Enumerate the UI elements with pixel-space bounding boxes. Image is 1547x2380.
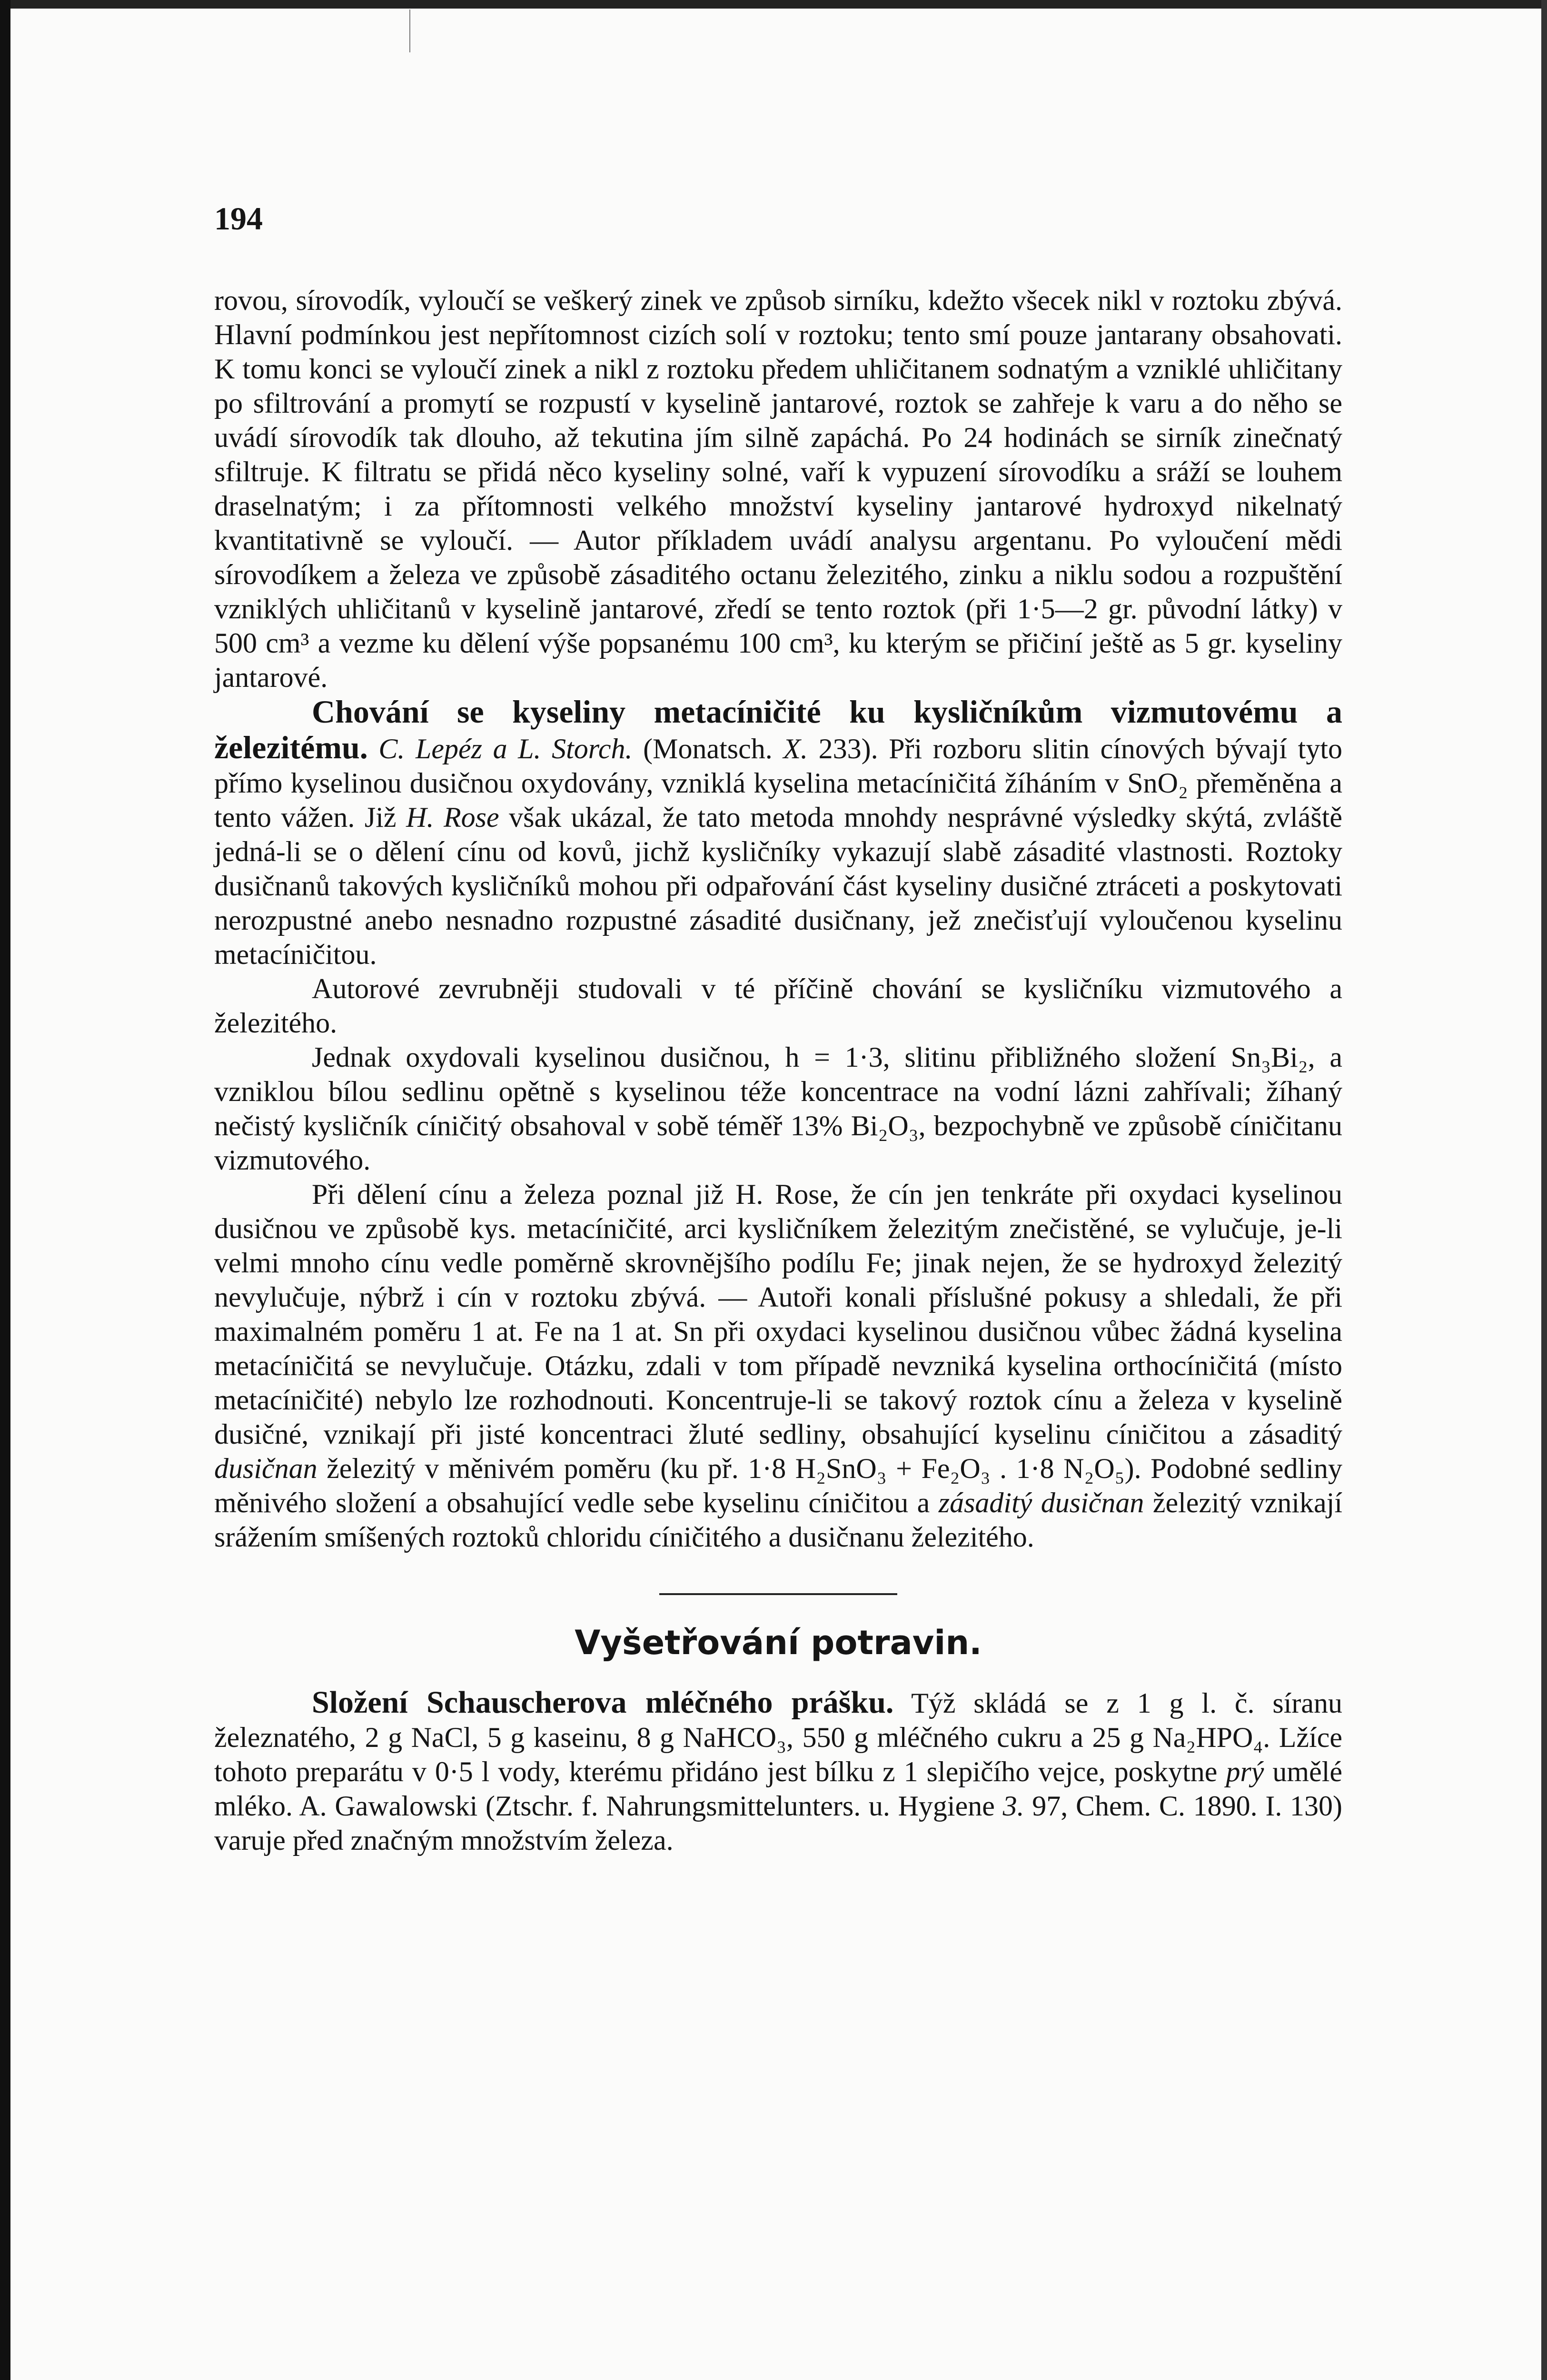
section-title: Vyšetřování potravin. bbox=[575, 1623, 982, 1662]
italic-term: prý bbox=[1226, 1756, 1264, 1787]
paragraph-text: 233). Při rozboru slitin cínových bývají tyto přímo kyselinou dusičnou oxydovány, vzniklá kyselina metacíničitá žíháním v SnO₂ přeměněna a tento vážen. Již bbox=[214, 733, 1343, 833]
scan-mark bbox=[409, 10, 410, 52]
paragraph-jednak: Jednak oxydovali kyselinou dusičnou, h = 1·3, slitinu přibližného složení Sn₃Bi₂, a vzniklou bílou sedlinu opětně s kyselinou téže koncentrace na vodní lázni zahřívali; žíhaný nečistý kysličník cíničitý obsahoval v sobě téměř 13% Bi₂O₃, bezpochybně ve způsobě cíničitanu vizmutového. bbox=[214, 1041, 1342, 1176]
paragraph-text: Týž skládá se z 1 g l. č. síranu železnatého, 2 g NaCl, 5 g kaseinu, 8 g NaHCO₃, 550 g mléčného cukru a 25 g Na₂HPO₄. Lžíce tohoto preparátu v 0·5 l vody, kterému přidáno jest bílku z 1 slepičího vejce, poskytne bbox=[214, 1687, 1343, 1787]
italic-term: dusičnan bbox=[214, 1453, 317, 1484]
scan-edge-top bbox=[10, 0, 1547, 9]
paragraph-argentan: rovou, sírovodík, vyloučí se veškerý zinek ve způsob sirníku, kdežto všecek nikl v roztoku zbývá. Hlavní podmínkou jest nepřítomnost cizích solí v roztoku; tento smí pouze jantarany obsahovati. K tomu konci se vyloučí zinek a nikl z roztoku předem uhličitanem sodnatým a vzniklé uhličitany po sfiltrování a promytí se rozpustí v kyselině jantarové, roztok se zahřeje k varu a do něho se uvádí sírovodík tak dlouho, až tekutina jím silně zapáchá. Po 24 hodinách se sirník zinečnatý sfiltruje. K filtratu se přidá něco kyseliny solné, vaří k vypuzení sírovodíku a sráží se louhem draselnatým; i za přítomnosti velkého množství kyseliny jantarové hydroxyd nikelnatý kvantitativně se vyloučí. — Autor příkladem uvádí analysu argentanu. Po vyloučení mědi sírovodíkem a železa ve způsobě zásaditého octanu železitého, zinku a niklu sodou a rozpuštění vzniklých uhličitanů v kyselině jantarové, zředí se tento roztok (při 1·5—2 gr. původní látky) v 500 cm³ a vezme ku dělení výše popsanému 100 cm³, ku kterým se přičiní ještě as 5 gr. kyseliny jantarové. bbox=[214, 285, 1342, 693]
paragraph-autorove: Autorové zevrubněji studovali v té příčině chování se kysličníku vizmutového a železitého. bbox=[214, 973, 1342, 1039]
section-divider bbox=[659, 1593, 897, 1595]
paragraph-slozeni bbox=[214, 1686, 1342, 1857]
citation-volume: X. bbox=[783, 733, 808, 764]
page-number: 194 bbox=[214, 200, 263, 237]
paragraph-text: umělé mléko. A. Gawalowski (Ztschr. f. Nahrungsmittelunters. u. Hygiene bbox=[214, 1756, 1343, 1822]
cited-name-rose: H. Rose bbox=[406, 802, 499, 833]
citation-volume: 3. bbox=[1002, 1790, 1024, 1822]
article-authors: C. Lepéz a L. Storch. bbox=[378, 733, 633, 764]
paragraph-text: železitý vznikají srážením smíšených roztoků chloridu cíničitého a dusičnanu železitého. bbox=[214, 1487, 1343, 1553]
paragraph-text: 97, Chem. C. 1890. I. 130) varuje před značným množstvím železa. bbox=[214, 1790, 1343, 1856]
italic-term: zásaditý dusičnan bbox=[938, 1487, 1144, 1518]
paragraph-deleni bbox=[214, 1177, 1342, 1554]
citation-journal: (Monatsch. bbox=[643, 733, 773, 764]
page-body bbox=[214, 283, 1342, 1857]
paragraph-text: však ukázal, že tato metoda mnohdy nesprávné výsledky skýtá, zvláště jedná-li se o dělení cínu od kovů, jichž kysličníky vykazují slabě zásadité vlastnosti. Roztoky dusičnanů takových kysličníků mohou při odpařování část kyseliny dusičné ztráceti a poskytovati nerozpustné anebo nesnadno rozpustné zásadité dusičnany, jež znečisťují vyloučenou kyselinu metacíničitou. bbox=[214, 802, 1343, 970]
article-heading-chovani: Chování se kyseliny metacíničité ku kysličníkům vizmutovému a železitému. bbox=[214, 694, 1342, 765]
paragraph-chovani bbox=[214, 694, 1342, 972]
scan-edge-left bbox=[0, 0, 10, 2380]
paragraph-text: Při dělení cínu a železa poznal již H. Rose, že cín jen tenkráte při oxydaci kyselinou dusičnou ve způsobě kys. metacíničité, arci kysličníkem železitým znečistěné, se vylučuje, je-li velmi mnoho cínu vedle poměrně skrovnějšího podílu Fe; jinak nejen, že se hydroxyd železitý nevylučuje, nýbrž i cín v roztoku zbývá. — Autoři konali příslušné pokusy a shledali, že při maximalném poměru 1 at. Fe na 1 at. Sn při oxydaci kyselinou dusičnou vůbec žádná kyselina metacíničitá se nevylučuje. Otázku, zdali v tom případě nevzniká kyselina orthocíničitá (místo metacíničité) nebylo lze rozhodnouti. Koncentruje-li se takový roztok cínu a železa v kyselině dusičné, vznikají při jisté koncentraci žluté sedliny, obsahující kyselinu cíničitou a zásaditý bbox=[214, 1179, 1342, 1450]
scan-edge-right bbox=[1541, 0, 1547, 2380]
article-heading-slozeni: Složení Schauscherova mléčného prášku. bbox=[312, 1685, 894, 1720]
paragraph-text: železitý v měnivém poměru (ku př. 1·8 H₂SnO₃ + Fe₂O₃ . 1·8 N₂O₅). Podobné sedliny měnivého složení a obsahující vedle sebe kyselinu cíničitou a bbox=[214, 1453, 1342, 1518]
